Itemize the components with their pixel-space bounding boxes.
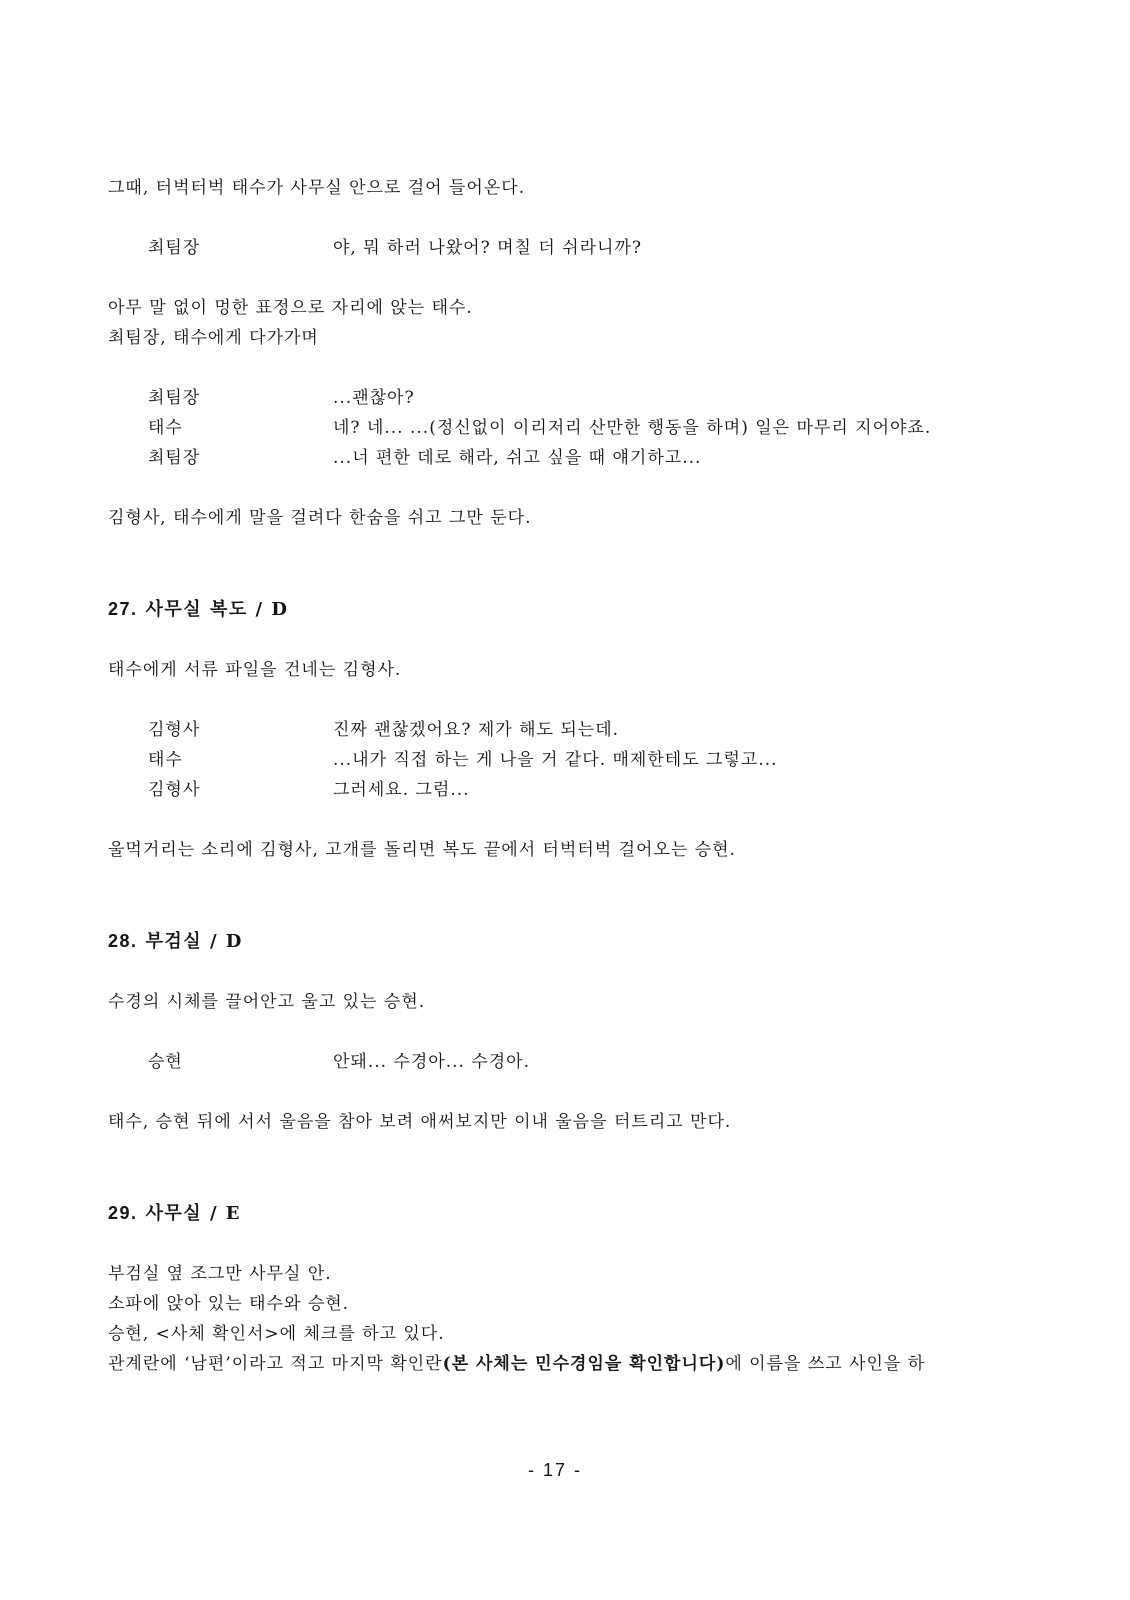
dialogue-line: ...너 편한 데로 해라, 쉬고 싶을 때 얘기하고... <box>333 448 702 468</box>
action-line: 아무 말 없이 멍한 표정으로 자리에 앉는 태수. <box>108 298 473 318</box>
scene-heading <box>108 926 1068 957</box>
action-block <box>108 1259 1068 1379</box>
dialogue-row <box>108 413 1068 443</box>
action-line: 그때, 터벅터벅 태수가 사무실 안으로 걸어 들어온다. <box>108 178 526 198</box>
action-line: 김형사, 태수에게 말을 걸려다 한숨을 쉬고 그만 둔다. <box>108 508 532 528</box>
scene-heading <box>108 594 1068 625</box>
dialogue-line: ...괜찮아? <box>333 388 415 408</box>
dialogue-line: 안돼... 수경아... 수경아. <box>333 1052 531 1072</box>
dialogue-row <box>108 715 1068 745</box>
scene-title: 사무실 / E <box>145 1203 242 1224</box>
action-block <box>108 987 1068 1017</box>
dialogue-row <box>108 443 1068 473</box>
dialogue-row <box>108 775 1068 805</box>
speaker-name: 태수 <box>148 418 183 438</box>
scene-number: 27. <box>108 599 138 619</box>
speaker-name: 김형사 <box>148 780 201 800</box>
speaker-name: 태수 <box>148 750 183 770</box>
action-block <box>108 655 1068 685</box>
dialogue-row <box>108 1047 1068 1077</box>
dialogue-block <box>108 383 1068 473</box>
scene-number: 29. <box>108 1203 138 1223</box>
dialogue-row <box>108 383 1068 413</box>
action-block <box>108 293 1068 353</box>
scene-title: 사무실 복도 / D <box>145 599 289 620</box>
scene-heading <box>108 1198 1068 1229</box>
action-block <box>108 503 1068 533</box>
speaker-name: 최팀장 <box>148 388 201 408</box>
speaker-name: 김형사 <box>148 720 201 740</box>
dialogue-row <box>108 745 1068 775</box>
dialogue-block <box>108 233 1068 263</box>
dialogue-block <box>108 715 1068 805</box>
action-line: 울먹거리는 소리에 김형사, 고개를 돌리면 복도 끝에서 터벅터벅 걸어오는 승현. <box>108 840 736 860</box>
action-line: 소파에 앉아 있는 태수와 승현. <box>108 1294 350 1314</box>
dialogue-line: 야, 뭐 하러 나왔어? 며칠 더 쉬라니까? <box>333 238 642 258</box>
action-text: 에 이름을 쓰고 사인을 하 <box>725 1354 926 1374</box>
action-line: 승현, <사체 확인서>에 체크를 하고 있다. <box>108 1324 445 1344</box>
dialogue-block <box>108 1047 1068 1077</box>
scene-title: 부검실 / D <box>145 931 243 952</box>
page-number: - 17 - <box>527 1460 582 1480</box>
action-block <box>108 835 1068 865</box>
dialogue-row <box>108 233 1068 263</box>
dialogue-line: 진짜 괜찮겠어요? 제가 해도 되는데. <box>333 720 620 740</box>
action-line-mixed <box>108 1349 1068 1379</box>
page-content <box>108 173 1068 1379</box>
speaker-name: 최팀장 <box>148 448 201 468</box>
speaker-name: 승현 <box>148 1052 183 1072</box>
dialogue-line: 그러세요. 그럼... <box>333 780 470 800</box>
speaker-name: 최팀장 <box>148 238 201 258</box>
action-line: 부검실 옆 조그만 사무실 안. <box>108 1264 332 1284</box>
action-line: 수경의 시체를 끌어안고 울고 있는 승현. <box>108 992 426 1012</box>
scene-number: 28. <box>108 931 138 951</box>
action-block <box>108 1107 1068 1137</box>
action-text: 관계란에 ‘남편’이라고 적고 마지막 확인란 <box>108 1354 443 1374</box>
dialogue-line: ...내가 직접 하는 게 나을 거 같다. 매제한테도 그렇고... <box>333 750 778 770</box>
action-line: 태수, 승현 뒤에 서서 울음을 참아 보려 애써보지만 이내 울음을 터트리고 만다. <box>108 1112 732 1132</box>
action-block <box>108 173 1068 203</box>
action-line: 태수에게 서류 파일을 건네는 김형사. <box>108 660 402 680</box>
action-line: 최팀장, 태수에게 다가가며 <box>108 328 319 348</box>
dialogue-line: 네? 네... ...(정신없이 이리저리 산만한 행동을 하며) 일은 마무리 지어야죠. <box>333 418 932 438</box>
bold-quoted-text: (본 사체는 민수경임을 확인합니다) <box>442 1354 726 1374</box>
